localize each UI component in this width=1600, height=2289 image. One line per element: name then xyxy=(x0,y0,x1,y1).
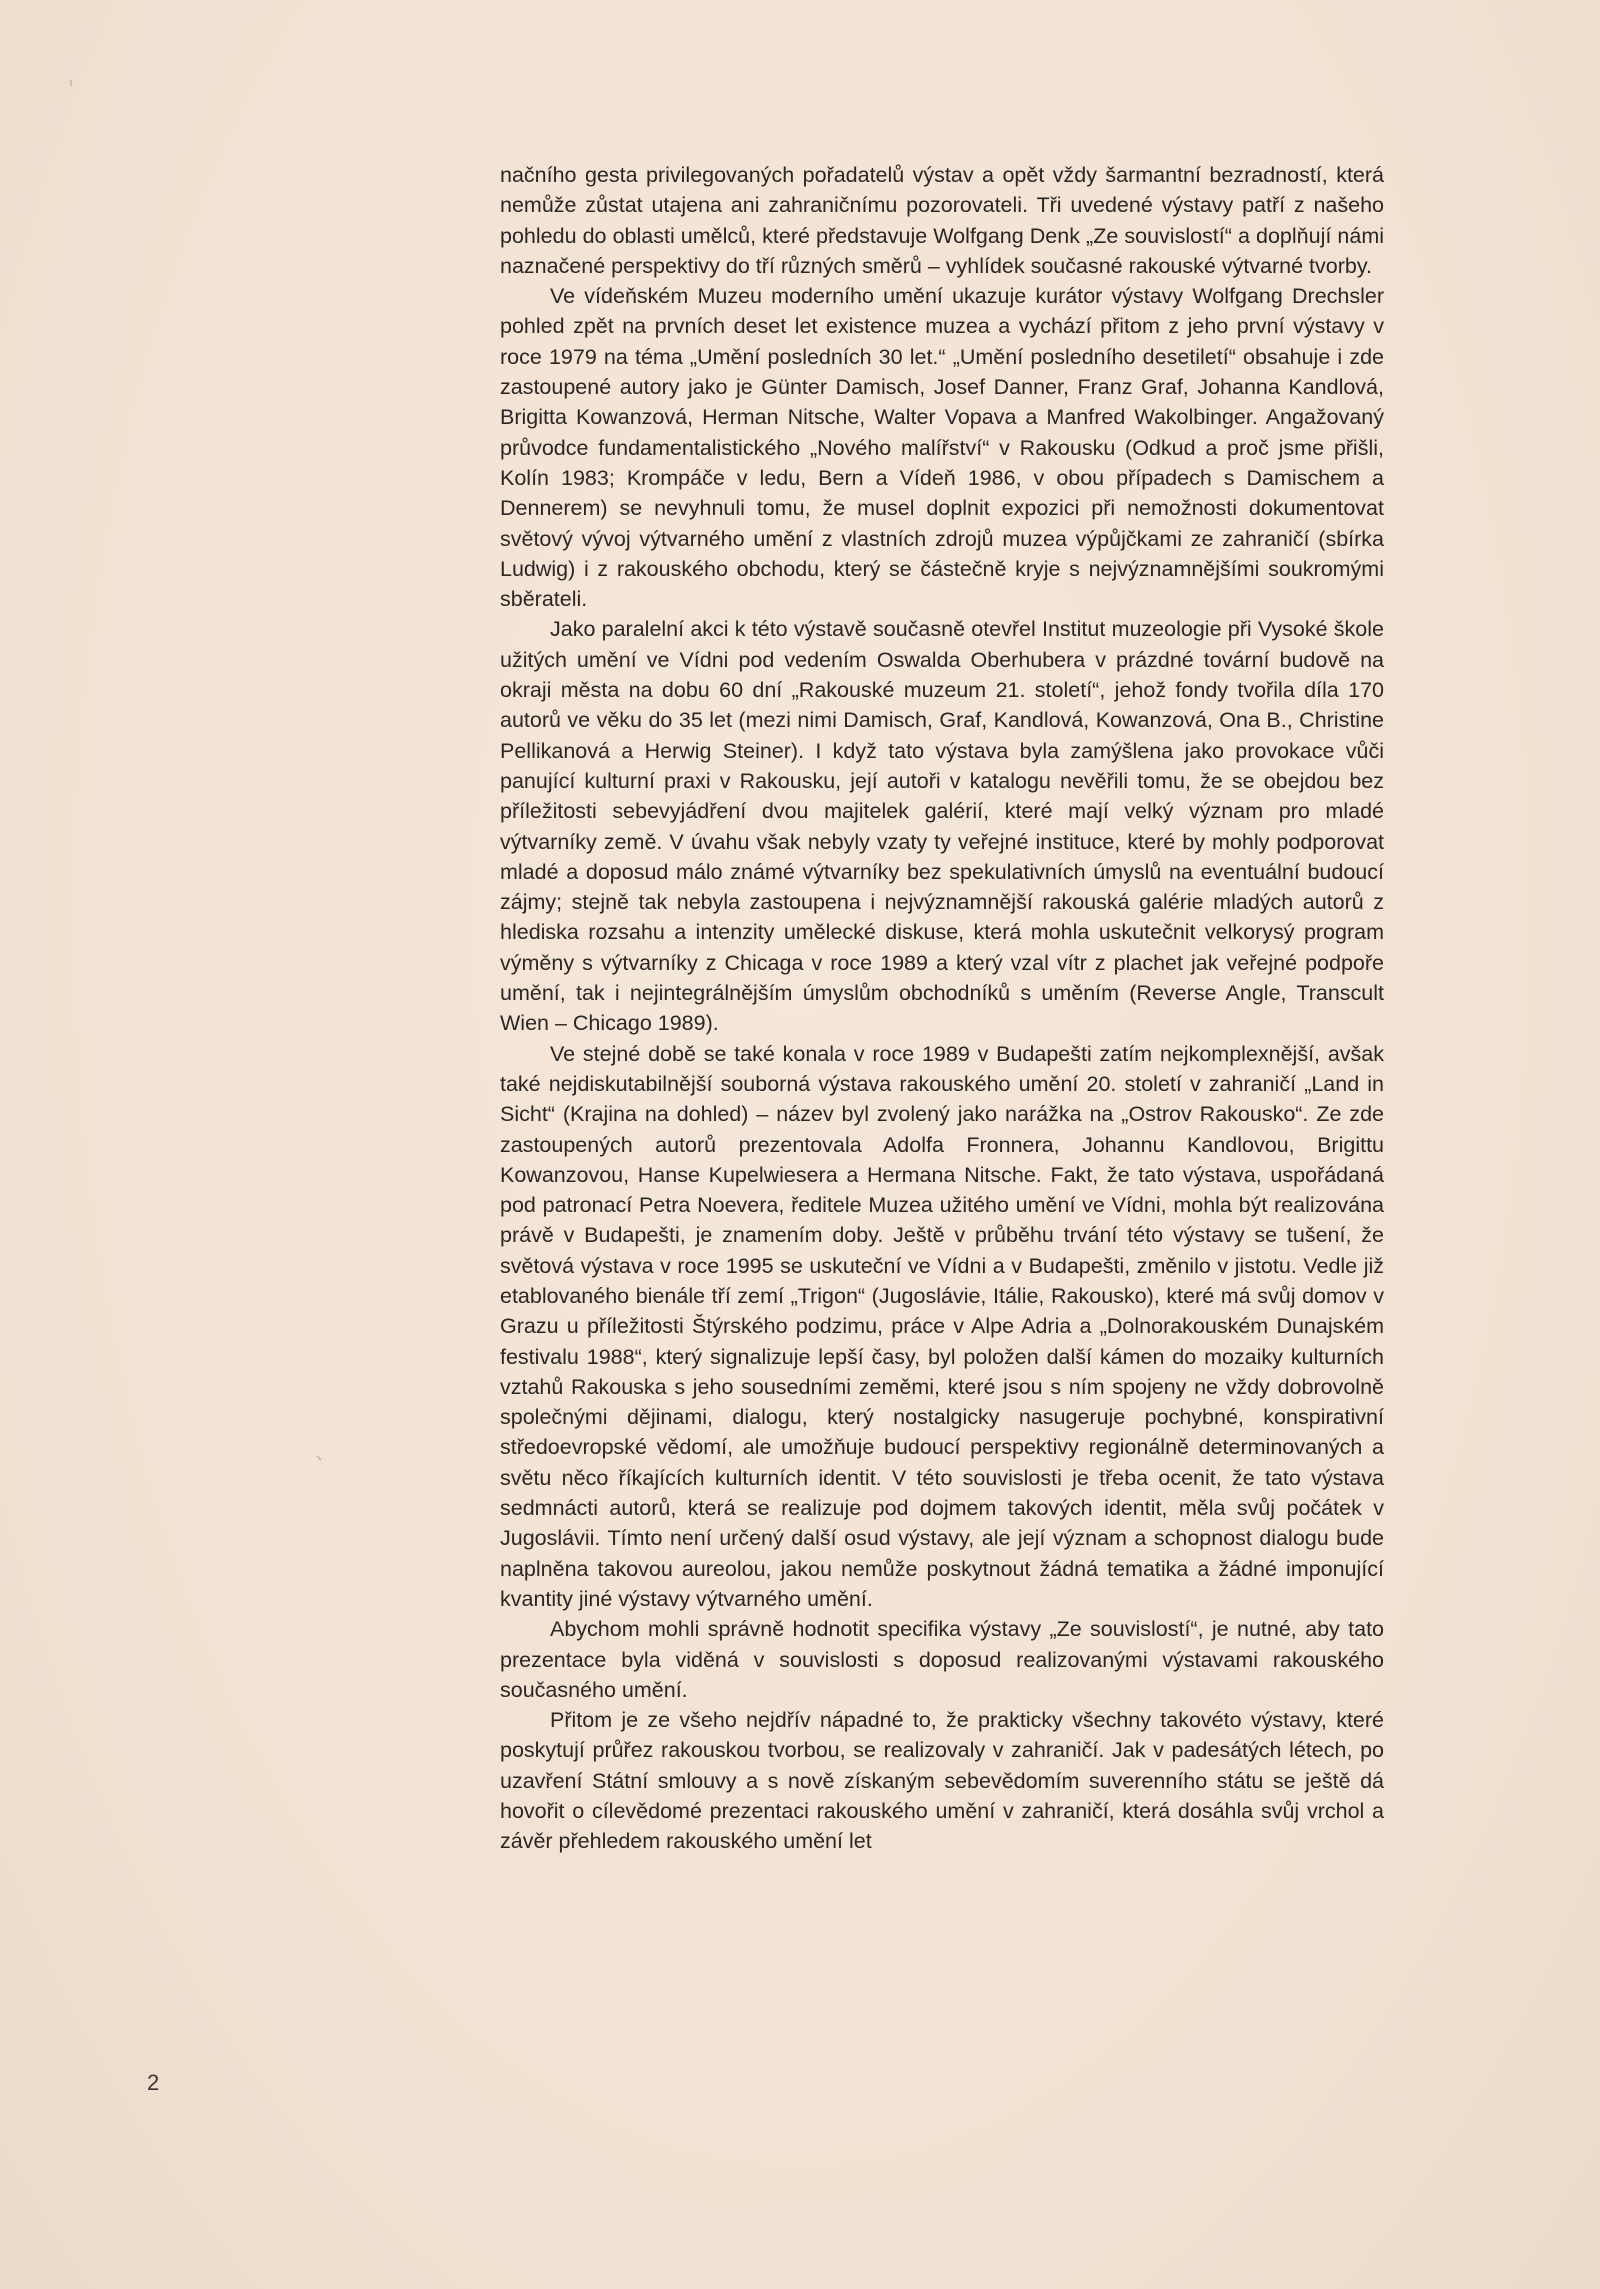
paragraph: Přitom je ze všeho nejdřív nápadné to, že prakticky všechny takovéto výstavy, které poskytují průřez rakouskou tvorbou, se realizovaly v zahraničí. Jak v padesátých létech, po uzavření Státní smlouvy a s nově získaným sebevědomím suverenního státu se ještě dá hovořit o cílevědomé prezentaci rakouského umění v zahraničí, která dosáhla svůj vrchol a závěr přehledem rakouského umění let xyxy=(500,1708,1384,1854)
paragraph: Ve vídeňském Muzeu moderního umění ukazuje kurátor výstavy Wolfgang Drechsler pohled zpět na prvních deset let existence muzea a vychází přitom z jeho první výstavy v roce 1979 na téma „Umění posledních 30 let.“ „Umění posledního desetiletí“ obsahuje i zde zastoupené autory jako je Günter Damisch, Josef Danner, Franz Graf, Johanna Kandlová, Brigitta Kowanzová, Herman Nitsche, Walter Vopava a Manfred Wakolbinger. Angažovaný průvodce fundamentalistického „Nového malířství“ v Rakousku (Odkud a proč jsme přišli, Kolín 1983; Krompáče v ledu, Bern a Vídeň 1986, v obou případech s Damischem a Dennerem) se nevyhnuli tomu, že musel doplnit expozici při nemožnosti dokumentovat světový vývoj výtvarného umění z vlastních zdrojů muzea výpůjčkami ze zahraničí (sbírka Ludwig) i z rakouského obchodu, který se částečně kryje s nejvýznamnějšími soukromými sběrateli. xyxy=(500,284,1384,612)
paragraph: načního gesta privilegovaných pořadatelů výstav a opět vždy šarmantní bezradností, která nemůže zůstat utajena ani zahraničnímu pozorovateli. Tři uvedené výstavy patří z našeho pohledu do oblasti umělců, které představuje Wolfgang Denk „Ze souvislostí“ a doplňují námi naznačené perspektivy do tří různých směrů – vyhlídek současné rakouské výtvarné tvorby. xyxy=(500,163,1384,278)
scan-speck xyxy=(316,1455,321,1461)
page-number: 2 xyxy=(147,2070,160,2095)
body-text xyxy=(500,160,1384,1857)
paragraph: Ve stejné době se také konala v roce 1989 v Budapešti zatím nejkomplexnější, avšak také nejdiskutabilnější souborná výstava rakouského umění 20. století v zahraničí „Land in Sicht“ (Krajina na dohled) – název byl zvolený jako narážka na „Ostrov Rakousko“. Ze zde zastoupených autorů prezentovala Adolfa Fronnera, Johannu Kandlovou, Brigittu Kowanzovou, Hanse Kupelwiesera a Hermana Nitsche. Fakt, že tato výstava, uspořádaná pod patronací Petra Noevera, ředitele Muzea užitého umění ve Vídni, mohla být realizována právě v Budapešti, je znamením doby. Ještě v průběhu trvání této výstavy se tušení, že světová výstava v roce 1995 se uskuteční ve Vídni a v Budapešti, změnilo v jistotu. Vedle již etablovaného bienále tří zemí „Trigon“ (Jugoslávie, Itálie, Rakousko), které má svůj domov v Grazu u příležitosti Štýrského podzimu, práce v Alpe Adria a „Dolnorakouském Dunajském festivalu 1988“, který signalizuje lepší časy, byl položen další kámen do mozaiky kulturních vztahů Rakouska s jeho sousedními zeměmi, které jsou s ním spojeny ne vždy dobrovolně společnými dějinami, dialogu, který nostalgicky nasugeruje pochybné, konspirativní středoevropské vědomí, ale umožňuje budoucí perspektivy regionálně determinovaných a světu něco říkajících kulturních identit. V této souvislosti je třeba ocenit, že tato výstava sedmnácti autorů, která se realizuje pod dojmem takových identit, měla svůj počátek v Jugoslávii. Tímto není určený další osud výstavy, ale její význam a schopnost dialogu bude naplněna takovou aureolou, jakou nemůže poskytnout žádná tematika a žádné imponující kvantity jiné výstavy výtvarného umění. xyxy=(500,1041,1384,1611)
scan-speck xyxy=(70,80,72,86)
paragraph: Jako paralelní akci k této výstavě současně otevřel Institut muzeologie při Vysoké škole užitých umění ve Vídni pod vedením Oswalda Oberhubera v prázdné tovární budově na okraji města na dobu 60 dní „Rakouské muzeum 21. století“, jehož fondy tvořila díla 170 autorů ve věku do 35 let (mezi nimi Damisch, Graf, Kandlová, Kowanzová, Ona B., Christine Pellikanová a Herwig Steiner). I když tato výstava byla zamýšlena jako provokace vůči panující kulturní praxi v Rakousku, její autoři v katalogu nevěřili tomu, že se obejdou bez příležitosti sebevyjádření dvou majitelek galérií, které mají velký význam pro mladé výtvarníky země. V úvahu však nebyly vzaty ty veřejné instituce, které by mohly podporovat mladé a doposud málo známé výtvarníky bez spekulativních úmyslů na eventuální budoucí zájmy; stejně tak nebyla zastoupena i nejvýznamnější rakouská galérie mladých autorů z hlediska rozsahu a intenzity umělecké diskuse, která mohla uskutečnit velkorysý program výměny s výtvarníky z Chicaga v roce 1989 a který vzal vítr z plachet jak veřejné podpoře umění, tak i nejintegrálnějším úmyslům obchodníků s uměním (Reverse Angle, Transcult Wien – Chicago 1989). xyxy=(500,617,1384,1036)
paragraph: Abychom mohli správně hodnotit specifika výstavy „Ze souvislostí“, je nutné, aby tato prezentace byla viděná v souvislosti s doposud realizovanými výstavami rakouského současného umění. xyxy=(500,1617,1384,1702)
